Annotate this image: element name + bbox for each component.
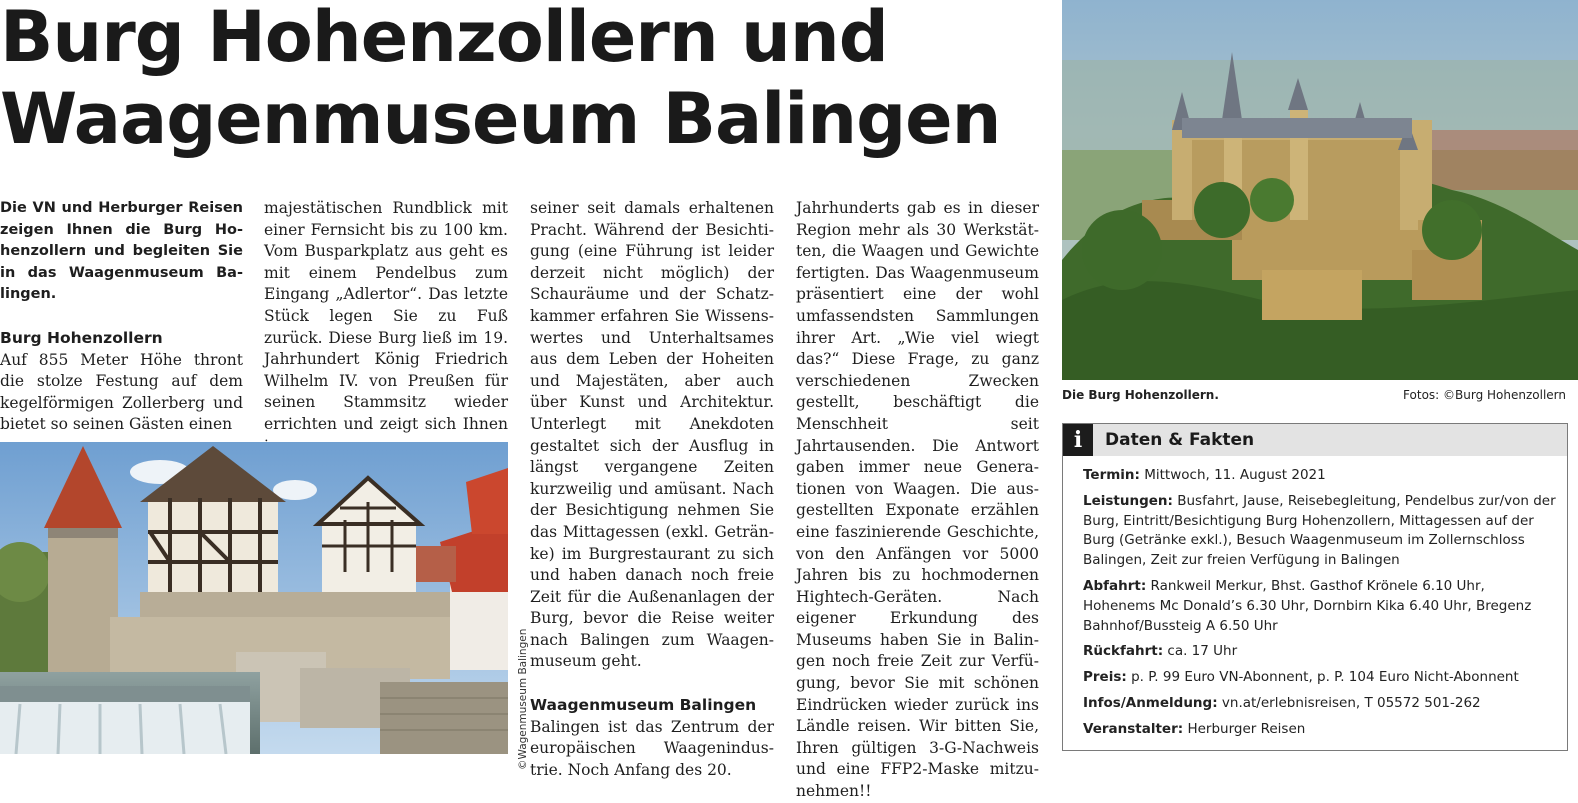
fact-infos — [1083, 694, 1559, 714]
fact-value: Mittwoch, 11. August 2021 — [1144, 467, 1326, 483]
article-column-4 — [796, 198, 1039, 803]
article-column-1 — [0, 198, 243, 436]
fact-value: p. P. 99 Euro VN-Abonnent, p. P. 104 Euro Nicht-Abonnent — [1131, 669, 1519, 686]
body-text: Jahrhunderts gab es in dieser Region mehr als 30 Werkstätten, die Waagen und Gewichte fertigten. Das Waagenmuseum präsentiert eine der wohl umfassendsten Sammlungen ihrer Art. „Wie viel wiegt das?“ Diese Frage, zu ganz verschiedenen Zwecken gestellt, beschäftigt die Menschheit seit Jahrtausenden. Die Antwort gaben immer neue Generationen von Waagen. Die ausgestellten Exponate erzählen eine faszinierende Geschichte, von den Anfängen vor 5000 Jahren bis zu hochmodernen Hightech-Geräten. Nach eigener Erkundung des Museums haben Sie in Balingen noch freie Zeit zur Verfügung, bevor Sie mit schönen Eindrücken wieder zurück ins Ländle reisen. Wir bitten Sie, Ihren gültigen 3-G-Nachweis und eine FFP2-Maske mitzunehmen!! — [796, 199, 1039, 801]
facts-box — [1062, 423, 1568, 751]
photo-caption: Die Burg Hohenzollern. — [1062, 388, 1219, 402]
fact-label: Abfahrt: — [1083, 577, 1147, 594]
burg-hohenzollern-image — [1062, 0, 1578, 380]
fact-value[interactable]: vn.at/erlebnisreisen, T 05572 501-262 — [1221, 694, 1481, 711]
fact-preis — [1083, 668, 1559, 688]
body-text: Balingen ist das Zentrum der europäischen Waagenindustrie. Noch Anfang des 20. — [530, 717, 774, 779]
fact-label: Leistungen: — [1083, 492, 1173, 509]
zollernschloss-image — [0, 442, 508, 754]
lead-paragraph: Die VN und Herburger Reisen zeigen Ihnen die Burg Hohenzollern und begleiten Sie in das Waagenmuseum Balingen. — [0, 200, 243, 303]
photo-credit-hohenzollern: Fotos: ©Burg Hohenzollern — [1403, 388, 1566, 402]
photo-zollernschloss — [0, 442, 508, 754]
fact-label: Veranstalter: — [1083, 720, 1184, 737]
body-text: majestätischen Rundblick mit einer Fernsicht bis zu 100 km. Vom Busparkplatz aus geht es mit einem Pendelbus zum Eingang „Adlertor“. Das letzte Stück legen Sie zu Fuß zurück. Diese Burg ließ im 19. Jahrhundert König Friedrich Wilhelm IV. von Preußen für seinen Stammsitz wieder errichten und zeigt sich Ihnen — [264, 199, 508, 433]
fact-label: Infos/Anmeldung: — [1083, 694, 1218, 711]
fact-value: Herburger Reisen — [1187, 720, 1306, 737]
photo-credit-waagenmuseum: ©Wagenmuseum Balingen — [517, 628, 529, 770]
body-text: Auf 855 Meter Höhe thront die stolze Festung auf dem kegelförmigen Zollerberg und bietet so seinen Gästen einen — [0, 350, 243, 434]
article-column-2 — [264, 198, 508, 457]
fact-abfahrt — [1083, 577, 1559, 636]
body-text: seiner seit damals erhaltenen Pracht. Während der Besichtigung (eine Führung ist leider derzeit nicht möglich) der Schauräume und der Schatzkammer erfahren Sie Wissenswertes und Unterhaltsames aus dem Leben der Hoheiten und Majestäten, aber auch über Kunst und Architektur. Unterlegt mit Anekdoten gestaltet sich der Ausflug in längst vergangene Zeiten kurzweilig und amüsant. Nach der Besichtigung nehmen Sie das Mittagessen (exkl. Getränke) im Burgrestaurant zu sich und haben danach noch freie Zeit für die Außenanlagen der Burg, bevor die Reise weiter nach Balingen zum Waagenmuseum geht. — [530, 199, 774, 671]
fact-label: Preis: — [1083, 669, 1127, 686]
fact-label: Termin: — [1083, 467, 1140, 483]
fact-value: Busfahrt, Jause, Reisebegleitung, Pendelbus zur/von der Burg, Eintritt/Besichtigung Burg Hohenzollern, Mittagessen auf der Burg (Getränke exkl.), Besuch Waagenmuseum im Zollernschloss Balingen, Zeit zur freien Verfügung in Balingen — [1083, 492, 1556, 569]
fact-termin — [1083, 466, 1559, 486]
info-icon: i — [1063, 424, 1093, 456]
photo-burg-hohenzollern — [1062, 0, 1578, 380]
fact-label: Rückfahrt: — [1083, 643, 1164, 660]
headline: Burg Hohenzollern und Waagenmuseum Balingen — [0, 0, 1001, 160]
subheading-waagenmuseum: Waagenmuseum Balingen — [530, 696, 757, 715]
fact-rueckfahrt — [1083, 642, 1559, 662]
article-column-3 — [530, 198, 774, 781]
fact-leistungen — [1083, 492, 1559, 571]
facts-body — [1063, 456, 1567, 740]
facts-title: Daten & Fakten — [1105, 430, 1255, 450]
fact-veranstalter — [1083, 720, 1559, 740]
fact-value: ca. 17 Uhr — [1167, 643, 1238, 660]
subheading-burg: Burg Hohenzollern — [0, 328, 163, 347]
fact-value: Rankweil Merkur, Bhst. Gasthof Krönele 6.10 Uhr, Hohenems Mc Donald’s 6.30 Uhr, Dornbirn Kika 6.40 Uhr, Bregenz Bahnhof/Bussteig A 6.50 Uhr — [1083, 577, 1532, 634]
facts-header — [1063, 424, 1567, 456]
